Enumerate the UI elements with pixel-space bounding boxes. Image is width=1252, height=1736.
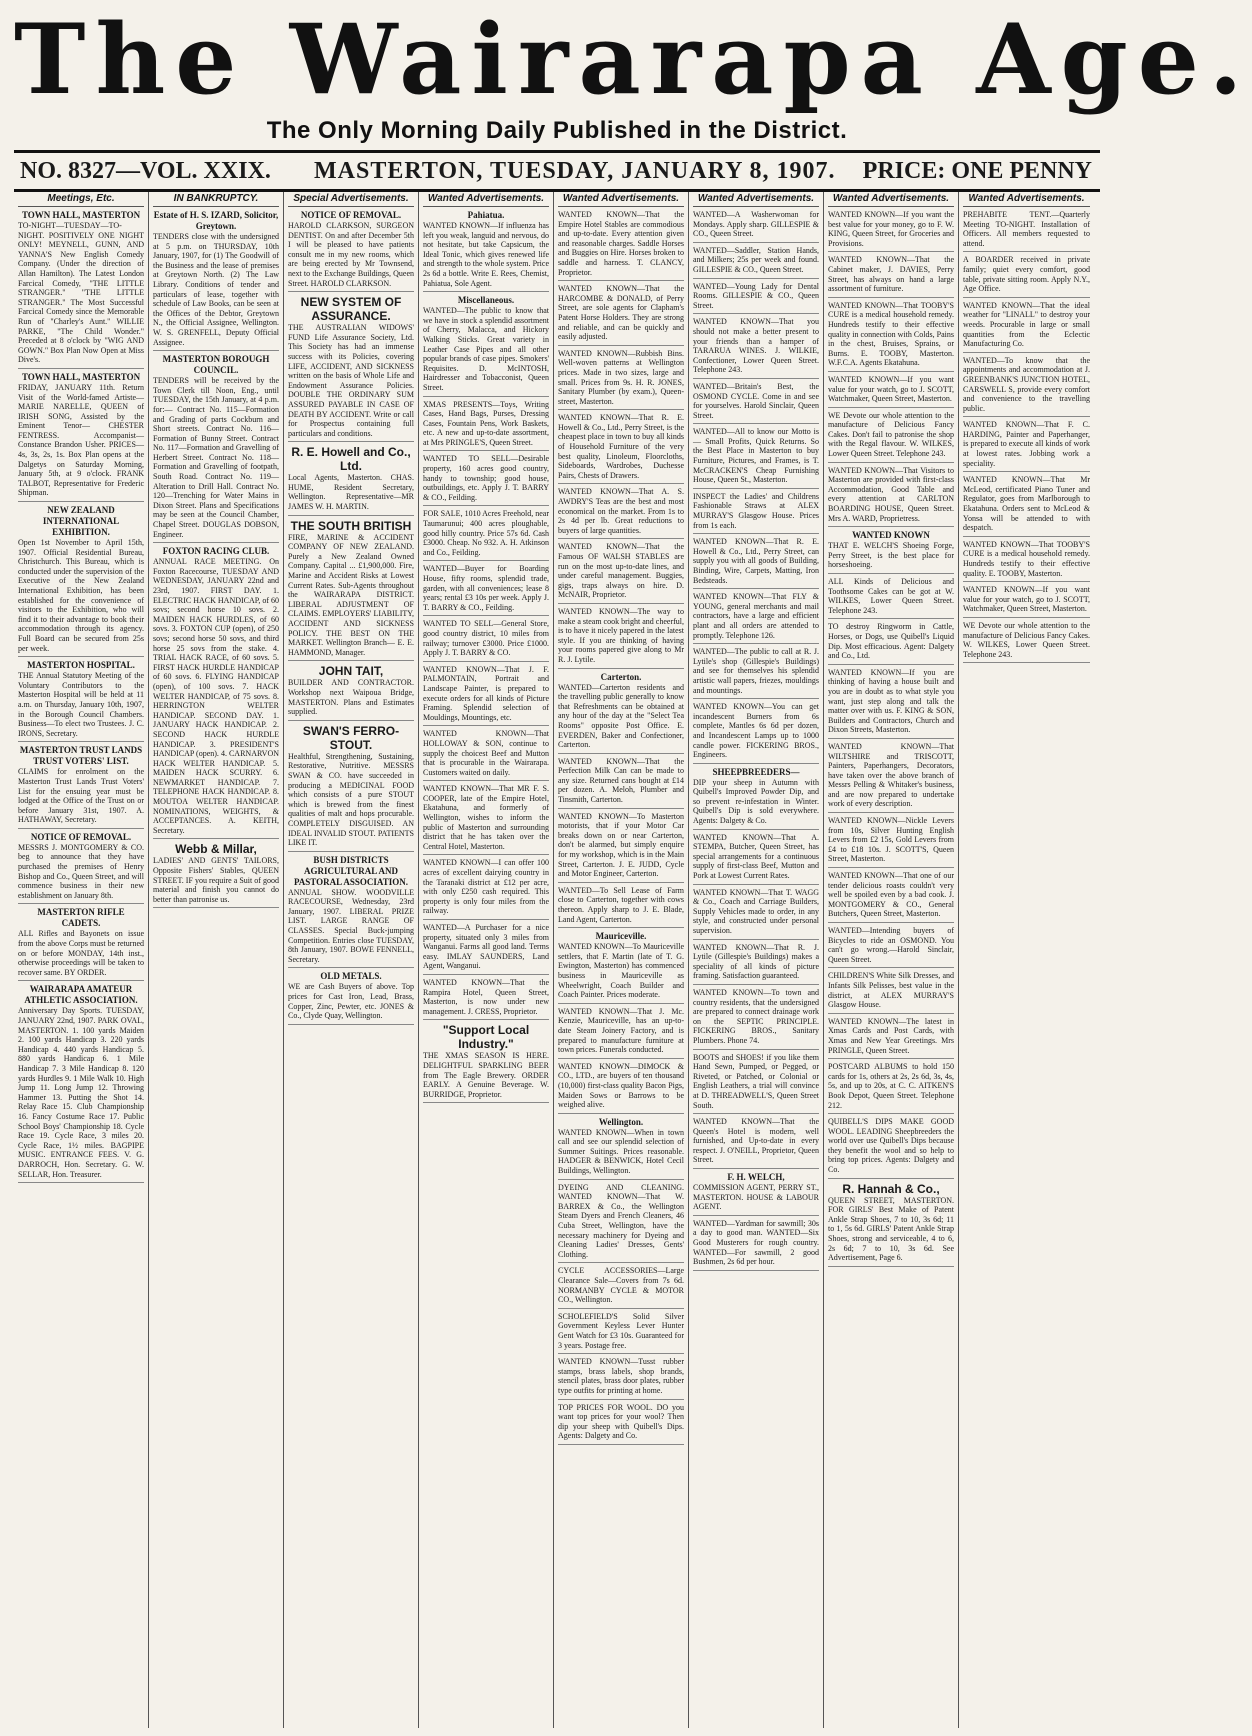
advertisement-block: [963, 621, 1090, 663]
advertisement-block: [18, 210, 144, 369]
advertisement-heading: Miscellaneous.: [457, 295, 515, 306]
advertisement-block: [558, 210, 684, 281]
advertisement-text: INSPECT the Ladies' and Childrens Fashionable Straws at ALEX MURRAY'S Glasgow House. Prices from 1s each.: [693, 491, 819, 530]
column-6: [689, 192, 824, 1728]
advertisement-block: [18, 505, 144, 657]
advertisement-block: [558, 672, 684, 754]
advertisement-block: [693, 702, 819, 764]
advertisement-text: DYEING AND CLEANING. WANTED KNOWN—That W. BARREX & Co., the Wellington Steam Dyers and French Cleaners, 46 Cuba Street, Wellington, have the necessary machinery for Dyeing and Cleaning Ladies' Dresses, Gents' Clothing.: [558, 1182, 684, 1259]
advertisement-heading: MASTERTON BOROUGH COUNCIL.: [162, 354, 270, 376]
advertisement-block: [423, 923, 549, 975]
advertisement-text: WE Devote our whole attention to the manufacture of Delicious Fancy Cakes. Don't fail to patronise the shop with the Regal flavour. W. WILKES, Lower Queen Street. Telephone 243.: [828, 410, 954, 459]
column-1: [14, 192, 149, 1728]
advertisement-text: DIP your sheep in Autumn with Quibell's Improved Powder Dip, and so prevent re-infestation in Winter. Quibell's Dip is sold everywhere. Agents: Dalgety & Co.: [693, 777, 819, 826]
advertisement-text: WE are Cash Buyers of above. Top prices for Cast Iron, Lead, Brass, Copper, Zinc, Pewter, etc. JONES & Co., Clyde Quay, Wellington.: [288, 982, 414, 1021]
advertisement-text: POSTCARD ALBUMS to hold 150 cards for 1s, others at 2s, 2s 6d, 3s, 4s, 5s, and up to 20s, at C. C. AITKEN'S Book Depot, Queen Street. Telephone 212.: [828, 1062, 954, 1110]
advertisement-text: WANTED KNOWN—That Visitors to Masterton are provided with first-class Accommodation, Good Table and every attention at CARLTON BOARDING HOUSE, Queen Street. Mrs A. WARD, Proprietress.: [828, 465, 954, 523]
advertisement-text: WANTED—A Washerwoman for Mondays. Apply sharp. GILLESPIE & CO., Queen Street.: [693, 210, 819, 239]
advertisement-block: [288, 519, 414, 662]
advertisement-text: WANTED KNOWN—That the Empire Hotel Stables are commodious and up-to-date. Every attention given and reasonable charges. Saddle Horses and Buggies on Hire. Horses broken to saddle and harness. T. CLANCY, Proprietor.: [558, 210, 684, 277]
advertisement-block: [828, 530, 954, 574]
advertisement-block: [963, 475, 1090, 537]
advertisement-block: [828, 926, 954, 968]
advertisement-text: ANNUAL RACE MEETING. On Foxton Racecourse, TUESDAY AND WEDNESDAY, JANUARY 22nd and 23rd, 1907. FIRST DAY. 1. ELECTRIC HACK HANDICAP, of 60 sovs; second horse 10 sovs. 2. MAIDEN HACK HURDLES, of 60 sovs. 3. FOXTON CUP (open), of 250 sovs; second horse 50 sovs, and third horse 25 sovs from the stake. 4. TRIAL HACK RACE, of 60 sovs. 5. FIRST HACK HURDLE HANDICAP of 60 sovs. 6. FLYING HANDICAP (open), of 100 sovs. 7. HACK WELTER HANDICAP, of 75 sovs. 8. HERRINGTON WELTER HANDICAP. SECOND DAY. 1. JANUARY HACK HANDICAP. 2. SECOND HACK HURDLE HANDICAP. 3. PRESIDENT'S HANDICAP (open). 4. CARNARVON HACK WELTER HANDICAP. 5. MAIDEN HACK SCURRY. 6. NEWMARKET HANDICAP. 7. TELEPHONE HACK HANDICAP. 8. MOUTOA WELTER HANDICAP. NOMINATIONS, WEIGHTS, & ACCEPTANCES. A. KEITH, Secretary.: [153, 557, 279, 835]
advertisement-block: [693, 382, 819, 424]
advertisement-text: Local Agents, Masterton. CHAS. HUME, Resident Secretary, Wellington. Representative—MR JAMES W. H. MARTIN.: [288, 473, 414, 512]
advertisement-block: [18, 372, 144, 502]
advertisement-block: [423, 619, 549, 661]
advertisement-text: WANTED KNOWN—If you want value for your watch, go to J. SCOTT, Watchmaker, Queen Street, Masterton.: [963, 585, 1090, 614]
advertisement-text: WANTED KNOWN—That A. S. AWDRY'S Teas are the best and most economical on the market. From 1s to 2s 4d per lb. Great reductions to buyers of large quantities.: [558, 487, 684, 535]
advertisement-block: [828, 816, 954, 868]
advertisement-text: WANTED KNOWN—That the ideal weather for "LINALL" to destroy your weeds. Procurable in large or small quantities from the Eclectic Manufacturing Co.: [963, 300, 1090, 349]
advertisement-text: WANTED—Saddler, Station Hands, and Milkers; 25s per week and found. GILLESPIE & CO., Queen Street.: [693, 245, 819, 274]
advertisement-block: [963, 585, 1090, 618]
column-heading: Wanted Advertisements.: [558, 192, 684, 207]
advertisement-block: [558, 886, 684, 928]
advertisement-block: [963, 420, 1090, 472]
advertisement-block: [558, 1357, 684, 1399]
advertisement-heading: SWAN'S FERRO-STOUT.: [302, 723, 400, 752]
advertisement-block: [828, 871, 954, 923]
advertisement-block: [558, 413, 684, 484]
advertisement-heading: R. E. Howell and Co., Ltd.: [291, 445, 411, 474]
column-heading: Wanted Advertisements.: [963, 192, 1090, 207]
advertisement-block: [558, 1062, 684, 1114]
advertisement-text: WANTED KNOWN—Nickle Levers from 10s, Silver Hunting English Levers from £2 15s, Gold Levers from £4 to £18 10s. J. SCOTT'S, Queen Street, Masterton.: [828, 816, 954, 864]
advertisement-block: [288, 295, 414, 442]
advertisement-block: [558, 1117, 684, 1180]
advertisement-text: WANTED KNOWN—That HOLLOWAY & SON, continue to supply the choicest Beef and Mutton that is procurable in the Wairarapa. Customers waited on daily.: [423, 729, 549, 777]
advertisement-text: WANTED TO SELL—Desirable property, 160 acres good country, handy to township; good house, outbuildings, etc. Apply J. T. BARRY & CO., Feilding.: [423, 454, 549, 502]
advertisement-block: [423, 978, 549, 1020]
advertisement-text: WANTED KNOWN—That J. F. PALMONTAIN, Portrait and Landscape Painter, is prepared to execute orders for all kinds of Picture Framing. Splendid selection of Mouldings, Mountings, etc.: [423, 664, 549, 722]
advertisement-text: CLAIMS for enrolment on the Masterton Trust Lands Trust Voters' List for the ensuing year must be lodged at the Office of the Trust on or before January 31st, 1907. A. HATHAWAY, Secretary.: [18, 767, 144, 825]
advertisement-block: [828, 466, 954, 528]
advertisement-text: WANTED KNOWN—Rubbish Bins. Well-woven patterns at Wellington prices. Made in two sizes, large and small. Prices from 9s. H. R. JONES, Sanitary Plumber (by exam.), Queen-street, Masterton.: [558, 348, 684, 406]
columns-container: [14, 192, 1100, 1728]
advertisement-text: THE XMAS SEASON IS HERE. DELIGHTFUL SPARKLING BEER from The Eagle Brewery. ORDER EARLY. A Genuine Beverage. W. BURRIDGE, Proprietor.: [423, 1051, 549, 1099]
advertisement-text: WANTED—Britain's Best, the OSMOND CYCLE. Come in and see for yourselves. Harold Sinclair, Queen Street.: [693, 381, 819, 420]
column-heading: IN BANKRUPTCY.: [153, 192, 279, 207]
advertisement-block: [288, 971, 414, 1024]
column-8: [959, 192, 1094, 1728]
price: PRICE: ONE PENNY: [862, 158, 1092, 184]
advertisement-heading: R. Hannah & Co.,: [842, 1181, 940, 1196]
advertisement-text: THAT E. WELCH'S Shoeing Forge, Perry Street, is the best place for horseshoeing.: [828, 541, 954, 570]
advertisement-text: ALL Rifles and Bayonets on issue from the above Corps must be returned on or before MONDAY, 14th inst., otherwise proceedings will be taken to recover same. BY ORDER.: [18, 929, 144, 977]
advertisement-text: WANTED KNOWN—If you want the best value for your money, go to F. W. KING, Queen Street, for Groceries and Provisions.: [828, 210, 954, 248]
advertisement-heading: Mauriceville.: [595, 931, 647, 942]
advertisement-text: WANTED—A Purchaser for a nice property, situated only 3 miles from Wanganui. Farms all good land. Terms easy. IMLAY SAUNDERS, Land Agent, Wanganui.: [423, 923, 549, 971]
advertisement-block: [423, 858, 549, 920]
advertisement-heading: Carterton.: [600, 671, 642, 682]
column-heading: Special Advertisements.: [288, 192, 414, 207]
advertisement-text: WANTED—Carterton residents and the travelling public generally to know that Refreshments can be obtained at any hour of the day at the "Select Tea Rooms" opposite Post Office. E. EVERDEN, Baker and Confectioner, Carterton.: [558, 682, 684, 750]
column-heading: Wanted Advertisements.: [828, 192, 954, 207]
advertisement-text: WANTED KNOWN—When in town call and see our splendid selection of Summer Suitings. Prices reasonable. HADGER & BENWICK, Hotel Cecil Buildings, Wellington.: [558, 1127, 684, 1176]
advertisement-block: [828, 411, 954, 463]
column-heading: Meetings, Etc.: [18, 192, 144, 207]
advertisement-block: [963, 540, 1090, 582]
advertisement-text: TENDERS will be received by the Town Clerk till Noon, Eng., until TUESDAY, the 15th January, at 4 p.m. for:— Contract No. 115—Formation and Grading of parts Cockburn and Short streets. Contract No. 116—Formation of Bunny Street. Contract No. 117—Formation and Gravelling of Herbert Street. Contract No. 118—Formation and Gravelling of footpath, South Road. Contract No. 119—Alteration to Drill Hall. Contract No. 120—Trenching for Water Mains in Dixon Street. Plans and Specifications may be seen at the Council Chamber, Chapel Street. DOUGLAS DOBSON, Engineer.: [153, 376, 279, 539]
advertisement-block: [558, 607, 684, 669]
advertisement-text: TENDERS close with the undersigned at 5 p.m. on THURSDAY, 10th January, 1907, for (1) The Goodwill of the Business and the lease of premises at Greytown North. (2) The Law Library. Conditions of tender and particulars of lease, together with schedule of Law Books, can be seen at the Offices of the Debtor, Greytown N., the Official Assignee, Wellington. W. S. GRENFELL, Deputy Official Assignee.: [153, 232, 279, 347]
advertisement-text: TO destroy Ringworm in Cattle, Horses, or Dogs, use Quibell's Liquid Dip. Most efficacious. Agent: Dalgety and Co., Ltd.: [828, 622, 954, 661]
advertisement-block: [693, 1172, 819, 1216]
advertisement-text: WANTED KNOWN—If influenza has left you weak, languid and nervous, do not hesitate, but take Capsicum, the Ideal Tonic, which gives renewed life and strength to the whole system. Price 2s 6d a bottle. Write E. Rees, Chemist, Pahiatua, Sole Agent.: [423, 221, 549, 288]
issue-number: NO. 8327—VOL. XXIX.: [20, 158, 271, 184]
advertisement-block: [288, 664, 414, 720]
advertisement-text: WANTED KNOWN—That the Cabinet maker, J. DAVIES, Perry Street, has always on hand a large assortment of furniture.: [828, 255, 954, 294]
advertisement-heading: TOWN HALL, MASTERTON: [21, 210, 141, 220]
advertisement-text: WANTED KNOWN—That the Rampira Hotel, Queen Street, Masterton, is now under new management. J. CRESS, Proprietor.: [423, 977, 549, 1016]
advertisement-heading: WAIRARAPA AMATEUR ATHLETIC ASSOCIATION.: [24, 984, 138, 1006]
advertisement-heading: NOTICE OF REMOVAL.: [300, 210, 402, 220]
advertisement-heading: JOHN TAIT,: [318, 664, 384, 679]
advertisement-text: THE Annual Statutory Meeting of the Voluntary Contributors to the Masterton Hospital will be held at 11 a.m. on Thursday, January 10th, 1907, in the Borough Council Chambers. Business—To elect two Trustees. J. C. IRONS, Secretary.: [18, 671, 144, 738]
advertisement-heading: OLD METALS.: [320, 971, 382, 982]
advertisement-block: [423, 564, 549, 616]
advertisement-block: [558, 931, 684, 1004]
advertisement-heading: NOTICE OF REMOVAL.: [30, 831, 132, 842]
advertisement-text: COMMISSION AGENT, PERRY ST., MASTERTON. HOUSE & LABOUR AGENT.: [693, 1183, 819, 1212]
advertisement-text: WANTED KNOWN—That J. Mc. Kenzie, Mauriceville, has an up-to-date Steam Joinery Factory, and is prepared to manufacture furniture at town prices. Funerals conducted.: [558, 1006, 684, 1055]
advertisement-text: WANTED KNOWN—If you are thinking of having a house built and you are in doubt as to what style you want, just step along and talk the matter over with us. F. KING & SON, Builders and Contractors, Church and Dixon Streets, Masterton.: [828, 667, 954, 735]
advertisement-block: [963, 255, 1090, 297]
advertisement-heading: NEW SYSTEM OF ASSURANCE.: [300, 295, 402, 324]
column-3: [284, 192, 419, 1728]
advertisement-block: [18, 832, 144, 905]
advertisement-block: [693, 592, 819, 644]
advertisement-block: [693, 427, 819, 489]
advertisement-block: [963, 301, 1090, 353]
advertisement-block: [153, 210, 279, 351]
advertisement-block: [558, 349, 684, 411]
advertisement-text: WANTED KNOWN—That T. WAGG & Co., Coach and Carriage Builders, Supply Vehicles made to order, in any style, and constructed under personal supervision.: [693, 887, 819, 935]
advertisement-block: [18, 907, 144, 981]
advertisement-block: [693, 1219, 819, 1271]
advertisement-block: [828, 1017, 954, 1059]
advertisement-text: WANTED KNOWN—That R. E. Howell & Co., Ltd., Perry Street, can supply you with all goods of Building, Binding, Wire, Carpets, Matting, Iron Bedsteads.: [693, 537, 819, 585]
advertisement-text: PREHABITE TENT.—Quarterly Meeting TO-NIGHT. Installation of Officers. All members requested to attend.: [963, 210, 1090, 248]
advertisement-block: [963, 356, 1090, 418]
advertisement-heading: THE SOUTH BRITISH: [290, 518, 412, 533]
advertisement-text: CYCLE ACCESSORIES—Large Clearance Sale—Covers from 7s 6d. NORMANBY CYCLE & MOTOR CO., Wellington.: [558, 1266, 684, 1305]
advertisement-block: [558, 757, 684, 809]
advertisement-text: WANTED—To know that the appointments and accommodation at J. GREENBANK'S JUNCTION HOTEL, CARSWELL S, provide every comfort and convenience to the travelling public.: [963, 355, 1090, 413]
advertisement-text: WANTED TO SELL—General Store, good country district, 10 miles from railway; turnover £3000. Price £1000. Apply J. T. BARRY & CO.: [423, 619, 549, 658]
column-heading: Wanted Advertisements.: [693, 192, 819, 207]
advertisement-text: A BOARDER received in private family; quiet every comfort, good table, private sitting room. Apply N.Y., Age Office.: [963, 255, 1090, 294]
advertisement-block: [18, 984, 144, 1183]
advertisement-text: WANTED KNOWN—That the Perfection Milk Can can be made to any size. Returned cans bought at £14 per dozen. A. Meloh, Plumber and Tinsmith, Carterton.: [558, 756, 684, 805]
advertisement-block: [18, 660, 144, 742]
advertisement-text: WANTED—Buyer for Boarding House, fifty rooms, splendid trade, garden, with all conveniences; lease 8 years; rental £3 10s per week. Apply J. T. BARRY & CO., Feilding.: [423, 564, 549, 612]
advertisement-block: [423, 509, 549, 561]
dateline-bar: [14, 150, 1100, 192]
advertisement-block: [558, 284, 684, 346]
advertisement-block: [828, 210, 954, 252]
advertisement-block: [693, 988, 819, 1050]
advertisement-heading: BUSH DISTRICTS AGRICULTURAL AND PASTORAL ASSOCIATION.: [293, 854, 409, 887]
advertisement-block: [153, 354, 279, 543]
advertisement-text: MESSRS J. MONTGOMERY & CO. beg to announce that they have purchased the premises of Henry Bishop and Co., Queen Street, and will commence business in their new establishment on January 8th.: [18, 842, 144, 900]
advertisement-block: [693, 1053, 819, 1115]
advertisement-text: WANTED KNOWN—The latest in Xmas Cards and Post Cards, with Xmas and New Year Greetings. Mrs PRINGLE, Queen Street.: [828, 1016, 954, 1055]
advertisement-text: FOR SALE, 1010 Acres Freehold, near Taumarunui; 400 acres ploughable, good hilly country. Price 57s 6d. Cash £3000. Cheap. No 932. A. H. Atkinson and Co., Feilding.: [423, 509, 549, 557]
advertisement-heading: FOXTON RACING CLUB.: [162, 546, 270, 557]
advertisement-block: [693, 767, 819, 830]
advertisement-block: [693, 317, 819, 379]
advertisement-text: ALL Kinds of Delicious and Toothsome Cakes can be got at W. WILKES, Lower Queen Street. Telephone 243.: [828, 577, 954, 615]
advertisement-block: [828, 1117, 954, 1179]
advertisement-block: [828, 375, 954, 408]
advertisement-text: WANTED KNOWN—That the Queen's Hotel is modern, well furnished, and Up-to-date in every respect. J. O'NEILL, Proprietor, Queen Street.: [693, 1117, 819, 1165]
column-7: [824, 192, 959, 1728]
column-heading: Wanted Advertisements.: [423, 192, 549, 207]
masthead: [0, 0, 1252, 160]
advertisement-text: WANTED KNOWN—If you want value for your watch, go to J. SCOTT, Watchmaker, Queen Street, Masterton.: [828, 374, 954, 404]
advertisement-text: WANTED KNOWN—To town and country residents, that the undersigned are prepared to connect drainage work on the SEPTIC PRINCIPLE. FICKERING BROS., Sanitary Plumbers. Phone 74.: [693, 987, 819, 1045]
advertisement-heading: Webb & Millar,: [175, 842, 257, 857]
advertisement-text: HAROLD CLARKSON, SURGEON DENTIST. On and after December 5th I will be pleased to have patients consult me in my new rooms, which are being erected by Mr Townsend, next to the Exchange Buildings, Queen Street. HAROLD CLARKSON.: [288, 221, 414, 288]
advertisement-block: [18, 745, 144, 829]
advertisement-text: WANTED—To Sell Lease of Farm close to Carterton, together with cows thereon. Apply sharp to J. E. Blade, Land Agent, Carterton.: [558, 885, 684, 924]
advertisement-text: WANTED—The public to know that we have in stock a splendid assortment of Cherry, Malacca, and Hickory Walking Sticks. Great variety in Leather Case Pipes and all other popular brands of case pipes. Smokers' Requisites. D. McINTOSH, Hairdresser and Tobacconist, Queen Street.: [423, 306, 549, 392]
advertisement-text: WANTED KNOWN—That R. E. Howell & Co., Ltd., Perry Street, is the cheapest place in town to buy all kinds of Household Furniture of the very best quality, Linoleum, Floorcloths, Sideboards, Wardrobes, Duchesse Pairs, Chests of Drawers.: [558, 413, 684, 480]
advertisement-text: WANTED KNOWN—That TOOBY'S CURE is a medical household remedy. Hundreds testify to their effective quality in connection with Colds, Pains in the chest, Bruises, Sprains, or Burns. E. TOOBY, Masterton. W.F.C.A. Agents Ekatahuna.: [828, 300, 954, 368]
advertisement-text: WANTED KNOWN—That R. J. Lytile (Gillespie's Buildings) makes a speciality of all kinds of picture framing. Satisfaction guaranteed.: [693, 942, 819, 981]
advertisement-block: [288, 445, 414, 515]
advertisement-text: WANTED KNOWN—That A. STEMPA, Butcher, Queen Street, has special arrangements for a continuous supply of first-class Beef, Mutton and Pork at Lowest Current Rates.: [693, 832, 819, 881]
advertisement-block: [693, 246, 819, 279]
advertisement-text: Open 1st November to April 15th, 1907. Official Residential Bureau, Christchurch. This Bureau, which is conducted under the supervision of the Executive of the New Zealand International Exhibition, has been established for the convenience of visitors to the Exhibition, who will find it to their advantage to book their accommodation through its agency. Full Board can be secured from 25s per week.: [18, 538, 144, 653]
advertisement-heading: TOWN HALL, MASTERTON: [21, 371, 141, 382]
advertisement-heading: MASTERTON TRUST LANDS TRUST VOTERS' LIST.: [19, 745, 143, 767]
advertisement-block: [693, 943, 819, 985]
advertisement-heading: NEW ZEALAND INTERNATIONAL EXHIBITION.: [42, 505, 120, 538]
advertisement-block: [693, 492, 819, 534]
newspaper-subtitle: The Only Morning Daily Published in the District.: [266, 117, 848, 144]
advertisement-block: [423, 784, 549, 855]
advertisement-heading: "Support Local Industry.": [442, 1023, 530, 1052]
advertisement-text: XMAS PRESENTS—Toys, Writing Cases, Hand Bags, Purses, Dressing Cases, Fountain Pens, Work Baskets, etc. A new and up-to-date assortment, at Mrs PRINGLE'S, Queen Street.: [423, 399, 549, 447]
advertisement-block: [693, 1117, 819, 1169]
advertisement-text: WANTED KNOWN—Tusst rubber stamps, brass labels, shop brands, stencil plates, brass door plates, rubber type outfits for printing at home.: [558, 1357, 684, 1395]
advertisement-block: [693, 647, 819, 699]
advertisement-block: [558, 1312, 684, 1354]
advertisement-block: [423, 729, 549, 781]
advertisement-text: Healthful, Strengthening, Sustaining, Restorative, Nutritive. MESSRS SWAN & CO. have succeeded in producing a MEDICINAL FOOD which consists of a pure STOUT which is brewed from the finest qualities of malt and hops procurable. COMPLETELY DISGUISED. AN IDEAL INVALID STOUT. PATIENTS LIKE IT.: [288, 751, 414, 848]
advertisement-heading: WANTED KNOWN: [852, 530, 930, 541]
advertisement-block: [423, 210, 549, 292]
column-4: [419, 192, 554, 1728]
advertisement-heading: SHEEPBREEDERS—: [712, 766, 800, 777]
advertisement-text: WANTED—Yardman for sawmill; 30s a day to good man. WANTED—Six Good Musterers for rough country. WANTED—For sawmill, 2 good Bushmen, 2s 6d per hour.: [693, 1218, 819, 1267]
advertisement-text: TO-NIGHT—TUESDAY—TO-NIGHT. POSITIVELY ONE NIGHT ONLY! MEYNELL, GUNN, AND YANNA'S New English Comedy Company. (Under the direction of Allan Hamilton). The Latest London Farcical Comedy, "THE LITTLE STRANGER." "THE LITTLE STRANGER." The Most Successful Farcical Comedy since the Memorable Run of "Charley's Aunt." WILLIE PARKE, "The Child Wonder." Preceded at 8 o'clock by "WIG AND GOWN." Box Plan Now Open at Miss Dive's.: [18, 221, 144, 365]
advertisement-block: [423, 400, 549, 452]
advertisement-text: WANTED KNOWN—That MR F. S. COOPER, late of the Empire Hotel, Ekatahuna, and formerly of Wellington, wishes to inform the public of Masterton and surrounding district that he has taken over the Central Hotel, Masterton.: [423, 784, 549, 851]
advertisement-block: [558, 1007, 684, 1059]
advertisement-block: [828, 668, 954, 739]
advertisement-text: WANTED KNOWN—To Masterton motorists, that if your Motor Car breaks down on or near Carterton, don't be alarmed, but simply enquire for my workshop, which is in the Main Street, Carterton. J. E. JUDD, Cycle and Motor Engineer, Carterton.: [558, 811, 684, 879]
advertisement-text: QUEEN STREET, MASTERTON. FOR GIRLS' Best Make of Patent Ankle Strap Shoes, 7 to 10, 3s 6d; 11 to 1, 5s 6d. GIRLS' Patent Ankle Strap Shoes, strong and serviceable, 4 to 6, 2s 6d; 7 to 10, 3s 6d. See Advertisement, Page 6.: [828, 1195, 954, 1263]
advertisement-text: WANTED KNOWN—That the HARCOMBE & DONALD, of Perry Street, are sole agents for Clapham's Patent Horse Holders. They are strong and reliable, and can be quickly and easily adjusted.: [558, 284, 684, 342]
advertisement-text: TOP PRICES FOR WOOL. DO you want top prices for your wool? Then dip your sheep with Quibell's Dips. Agents: Dalgety and Co.: [558, 1402, 684, 1441]
advertisement-text: WANTED KNOWN—That Mr McLeod, certificated Piano Tuner and Regulator, goes from Marlborough to Ekatahuna. Orders sent to McLeod & Yonsa will be attended to with despatch.: [963, 475, 1090, 533]
advertisement-text: FRIDAY, JANUARY 11th. Return Visit of the World-famed Artiste— MARIE NARELLE, QUEEN of IRISH SONG, Assisted by the Eminent Tenor— CHESTER FENTRESS. Accompanist—Constance Brandon Usher. PRICES—4s, 3s, 2s, 1s. Box Plan opens at the Dalgetys on Saturday Morning, January 5th, at 9 o'clock. FRANK TALBOT, Representative for Frederic Shipman.: [18, 382, 144, 498]
advertisement-block: [558, 1183, 684, 1264]
advertisement-block: [828, 577, 954, 619]
advertisement-block: [153, 546, 279, 839]
advertisement-block: [423, 665, 549, 727]
advertisement-block: [828, 971, 954, 1013]
advertisement-block: [963, 210, 1090, 252]
advertisement-text: Anniversary Day Sports. TUESDAY, JANUARY 22nd, 1907. PARK OVAL, MASTERTON. 1. 100 yards Maiden 2. 100 yards Handicap 3. 220 yards Handicap 4. 440 yards Handicap 5. 880 yards Handicap 6. 1 Mile Handicap 7. 3 Mile Handicap 8. 120 yards Hurdles 9. 1 Mile Walk 10. High Jump 11. Long Jump 12. Throwing Hammer 13. Putting the Shot 14. Relay Race 15. Club Championship 16. Fancy Costume Race 17. Public School Boys' Championship 18. Cycle Race 19. Cycle Race, 3 miles 20. Cycle Race, 1½ miles. BAGPIPE MUSIC. ENTRANCE FEES. V. G. DARROCH, Hon. Secretary. G. W. SELLAR, Hon. Treasurer.: [18, 1006, 144, 1179]
advertisement-text: SCHOLEFIELD'S Solid Silver Government Keyless Lever Hunter Gent Watch for £3 10s. Guaranteed for 3 years. Postage free.: [558, 1311, 684, 1350]
advertisement-text: WANTED KNOWN—That F. C. HARDING, Painter and Paperhanger, is prepared to execute all kinds of work at lowest rates. Jobbing work a speciality.: [963, 420, 1090, 468]
advertisement-block: [558, 1266, 684, 1308]
advertisement-text: WANTED KNOWN—I can offer 100 acres of excellent dairying country in the Taranaki district at £12 per acre, with only £250 cash required. This property is only four miles from the railway.: [423, 858, 549, 916]
advertisement-text: WANTED—Young Lady for Dental Rooms. GILLESPIE & CO., Queen Street.: [693, 281, 819, 310]
column-2: [149, 192, 284, 1728]
advertisement-block: [693, 282, 819, 315]
advertisement-block: [558, 1403, 684, 1445]
advertisement-block: [828, 742, 954, 813]
advertisement-text: WANTED KNOWN—DIMOCK & CO., LTD., are buyers of ten thousand (10,000) first-class quality Bacon Pigs, Maiden Sows or Barrows to be weighed alive.: [558, 1061, 684, 1110]
advertisement-text: WANTED KNOWN—That WILTSHIRE and TRISCOTT, Painters, Paperhangers, Decorators, have taken over the above branch of Messrs Pelling & Whitaker's business, and are now prepared to undertake work of every description.: [828, 741, 954, 809]
advertisement-block: [828, 1062, 954, 1114]
place-and-date: MASTERTON, TUESDAY, JANUARY 8, 1907.: [314, 158, 836, 184]
advertisement-text: WANTED KNOWN—That FLY & YOUNG, general merchants and mail contractors, have a large and efficient plant and all orders are attended to promptly. Telephone 126.: [693, 592, 819, 640]
advertisement-heading: F. H. WELCH,: [727, 1172, 785, 1183]
column-5: [554, 192, 689, 1728]
advertisement-text: WE Devote our whole attention to the manufacture of Delicious Fancy Cakes. W. WILKES, Lower Queen Street. Telephone 243.: [963, 620, 1090, 659]
advertisement-block: [558, 542, 684, 604]
advertisement-block: [558, 487, 684, 539]
advertisement-text: CHILDREN'S White Silk Dresses, and Infants Silk Pelisses, best value in the district, at ALEX MURRAY'S Glasgow House.: [828, 971, 954, 1010]
advertisement-block: [693, 888, 819, 940]
advertisement-block: [828, 301, 954, 372]
advertisement-text: WANTED KNOWN—To Mauriceville settlers, that F. Martin (late of T. G. Ewington, Masterton) has commenced business in Mauriceville as Wheelwright, Coach Builder and Coach Painter. Prices moderate.: [558, 942, 684, 1000]
advertisement-text: WANTED KNOWN—That one of our tender delicious roasts couldn't very well be spoiled even by a bad cook. J. MONTGOMERY & CO., General Butchers, Queen Street, Masterton.: [828, 871, 954, 919]
advertisement-heading: MASTERTON HOSPITAL.: [27, 660, 135, 671]
advertisement-block: [828, 622, 954, 664]
advertisement-text: WANTED KNOWN—That you should not make a better present to your friends than a hamper of TARARUA WINES. J. WILKIE, Confectioner, Lower Queen Street. Telephone 243.: [693, 317, 819, 375]
advertisement-block: [288, 724, 414, 852]
advertisement-heading: Wellington.: [598, 1116, 644, 1127]
advertisement-text: WANTED KNOWN—The way to make a steam cook bright and cheerful, is to have it nicely papered in the latest style. If you are thinking of having your rooms papered give along to Mr R. J. Lytile.: [558, 606, 684, 664]
advertisement-block: [693, 833, 819, 885]
advertisement-block: [828, 1182, 954, 1267]
advertisement-text: WANTED—Intending buyers of Bicycles to ride an OSMOND. You can't go wrong.—Harold Sinclair, Queen Street.: [828, 926, 954, 964]
advertisement-heading: Estate of H. S. IZARD, Solicitor, Greytown.: [153, 210, 279, 231]
advertisement-text: FIRE, MARINE & ACCIDENT COMPANY OF NEW ZEALAND. Purely a New Zealand Owned Company. Capital ... £1,900,000. Fire, Marine and Accident Risks at Lowest Current Rates. Sub-Agents throughout the WAIRARAPA DISTRICT. LIBERAL ADJUSTMENT OF CLAIMS. EMPLOYERS' LIABILITY, ACCIDENT AND SICKNESS POLICY. THE BEST ON THE MARKET. Wellington Branch— E. E. HAMMOND, Manager.: [288, 532, 414, 657]
advertisement-block: [423, 295, 549, 396]
advertisement-text: BUILDER AND CONTRACTOR. Workshop next Waipoua Bridge, MASTERTON. Plans and Estimates supplied.: [288, 678, 414, 717]
advertisement-block: [828, 255, 954, 297]
advertisement-block: [423, 1023, 549, 1103]
advertisement-text: WANTED—All to know our Motto is— Small Profits, Quick Returns. So the Best Place in Masterton to buy Furniture, Pictures, and Frames, is T. McCRACKEN'S Cheap Furnishing House, Queen St., Masterton.: [693, 427, 819, 485]
advertisement-text: WANTED KNOWN—That the Famous OF WALSH STABLES are run on the most up-to-date lines, and under careful management. Buggies, gigs, traps always on hire. D. McNAIR, Proprietor.: [558, 542, 684, 600]
advertisement-text: ANNUAL SHOW. WOODVILLE RACECOURSE, Wednesday, 23rd January, 1907. LIBERAL PRIZE LIST. LARGE RANGE OF CLASSES. Special Buck-jumping Competition. Entries close TUESDAY, 8th January, 1907. BOWE FENNELL, Secretary.: [288, 887, 414, 964]
advertisement-text: WANTED KNOWN—That TOOBY'S CURE is a medical household remedy. Hundreds testify to their effective quality. E. TOOBY, Masterton.: [963, 539, 1090, 578]
advertisement-block: [288, 210, 414, 292]
advertisement-block: [153, 842, 279, 908]
advertisement-block: [693, 210, 819, 243]
advertisement-heading: MASTERTON RIFLE CADETS.: [37, 907, 125, 929]
advertisement-heading: Pahiatua.: [467, 210, 505, 220]
advertisement-text: WANTED—The public to call at R. J. Lytile's shop (Gillespie's Buildings) and see for themselves his splendid artistic wall papers, friezes, mouldings and mountings.: [693, 647, 819, 695]
advertisement-block: [288, 855, 414, 969]
advertisement-text: THE AUSTRALIAN WIDOWS' FUND Life Assurance Society, Ltd. This Society has had an immense success with its Policies, covering LIFE, ACCIDENT, AND SICKNESS written on the basis of Whole Life and Endowment Assurance Policies. DOUBLE THE ORDINARY SUM ASSURED PAYABLE IN CASE OF DEATH BY ACCIDENT. Write or call for Prospectus containing full particulars and conditions.: [288, 323, 414, 438]
advertisement-text: LADIES' AND GENTS' TAILORS, Opposite Fishers' Stables, QUEEN STREET. IF you require a Suit of good material and finish you cannot do better than patronise us.: [153, 856, 279, 904]
advertisement-block: [693, 537, 819, 589]
advertisement-text: BOOTS and SHOES! if you like them Hand Sewn, Pumped, or Pegged, or Riveted, or Patched, or Colonial or English Leathers, a trial will convince at D. THREADWELL'S, Queen Street South.: [693, 1052, 819, 1110]
newspaper-title: The Wairarapa Age.: [14, 3, 1252, 116]
advertisement-block: [558, 812, 684, 883]
advertisement-block: [423, 454, 549, 506]
advertisement-text: QUIBELL'S DIPS MAKE GOOD WOOL. LEADING Sheepbreeders the world over use Quibell's Dips because they benefit the wool and so help to bring top prices. Agents: Dalgety and Co.: [828, 1117, 954, 1175]
advertisement-text: WANTED KNOWN—You can get incandescent Burners from 6s complete, Mantles 6s 6d per dozen, and Incandescent Lamps up to 1000 candle power. FICKERING BROS., Engineers.: [693, 702, 819, 760]
